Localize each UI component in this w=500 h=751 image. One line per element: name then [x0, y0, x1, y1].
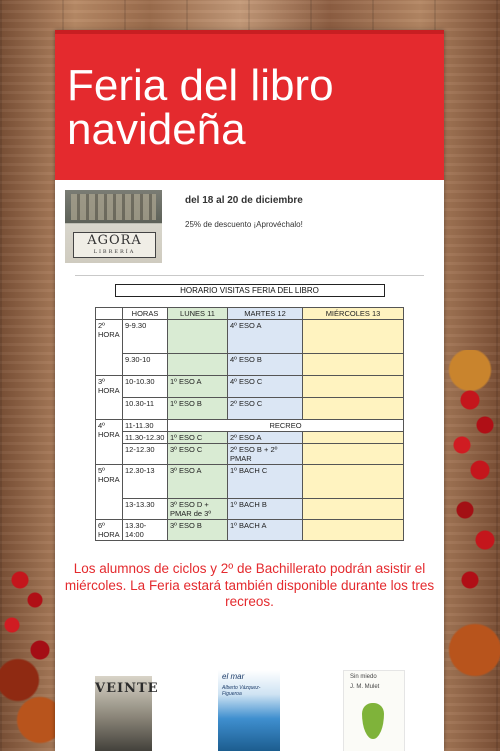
martes-cell: 4º ESO B: [228, 354, 303, 376]
martes-cell: 2º ESO C: [228, 398, 303, 420]
martes-cell: 2º ESO A: [228, 432, 303, 444]
lunes-cell: 1º ESO A: [168, 376, 228, 398]
table-row: [96, 444, 404, 465]
schedule-table: [95, 307, 404, 541]
miercoles-cell: [303, 432, 404, 444]
table-row: [96, 354, 404, 376]
bookstore-sign: AGORA LIBRERÍA: [73, 232, 156, 258]
book-title: el mar: [222, 672, 245, 681]
lunes-cell: 3º ESO D + PMAR de 3º: [168, 499, 228, 520]
divider: [75, 275, 424, 276]
period-label: 3º HORA: [96, 376, 123, 420]
lunes-cell: [168, 320, 228, 354]
book-title: Sin miedo: [350, 674, 377, 680]
table-row: [96, 520, 404, 541]
time-cell: 11-11.30: [123, 420, 168, 432]
decorative-berries-left: [0, 540, 60, 751]
table-row: [96, 376, 404, 398]
book-title: VEINTE: [95, 681, 159, 696]
martes-cell: 4º ESO A: [228, 320, 303, 354]
table-row: [96, 465, 404, 499]
table-row: [96, 499, 404, 520]
lunes-cell: 1º ESO C: [168, 432, 228, 444]
bookshelf-image: [71, 194, 156, 220]
lunes-cell: 3º ESO A: [168, 465, 228, 499]
time-cell: 10.30-11: [123, 398, 168, 420]
time-cell: 9.30-10: [123, 354, 168, 376]
period-label: 5º HORA: [96, 465, 123, 520]
table-row: [96, 320, 404, 354]
miercoles-cell: [303, 398, 404, 420]
attendance-note: Los alumnos de ciclos y 2º de Bachillerato podrán asistir el miércoles. La Feria estará también disponible durante los tres recreos.: [64, 561, 435, 609]
book-covers: [55, 670, 444, 751]
miercoles-cell: [303, 354, 404, 376]
martes-cell: 4º ESO C: [228, 376, 303, 398]
event-date: del 18 al 20 de diciembre: [185, 195, 303, 206]
event-info: [55, 180, 444, 275]
book-cover-veinte[interactable]: [95, 676, 159, 751]
time-cell: 10-10.30: [123, 376, 168, 398]
martes-cell: 1º BACH B: [228, 499, 303, 520]
flyer-card: [55, 30, 444, 751]
period-label: 6º HORA: [96, 520, 123, 541]
book-author: Alberto Vázquez-Figueroa: [222, 685, 261, 697]
lunes-cell: 3º ESO B: [168, 520, 228, 541]
miercoles-cell: [303, 444, 404, 465]
header-cell-martes: MARTES 12: [228, 308, 303, 320]
martes-cell: 1º BACH C: [228, 465, 303, 499]
lunes-cell: [168, 354, 228, 376]
header-banner: [55, 30, 444, 180]
header-cell-empty: [96, 308, 123, 320]
schedule-title: HORARIO VISITAS FERIA DEL LIBRO: [115, 284, 385, 297]
header-cell-lunes: LUNES 11: [168, 308, 228, 320]
page-title: Feria del libro navideña: [67, 61, 334, 154]
period-label: 4º HORA: [96, 420, 123, 465]
bookstore-thumbnail[interactable]: [65, 190, 162, 263]
miercoles-cell: [303, 499, 404, 520]
lunes-cell: 1º ESO B: [168, 398, 228, 420]
table-row: [96, 420, 404, 432]
table-row: [96, 432, 404, 444]
recreo-cell: RECREO: [168, 420, 404, 432]
table-header-row: [96, 308, 404, 320]
header-cell-miercoles: MIÉRCOLES 13: [303, 308, 404, 320]
time-cell: 12-12.30: [123, 444, 168, 465]
period-label: 2º HORA: [96, 320, 123, 376]
time-cell: 11.30-12.30: [123, 432, 168, 444]
table-row: [96, 398, 404, 420]
martes-cell: 1º BACH A: [228, 520, 303, 541]
time-cell: 13.30-14:00: [123, 520, 168, 541]
pear-icon: [362, 703, 384, 739]
miercoles-cell: [303, 376, 404, 398]
miercoles-cell: [303, 520, 404, 541]
miercoles-cell: [303, 320, 404, 354]
miercoles-cell: [303, 465, 404, 499]
decorative-berries-right: [440, 350, 500, 750]
header-cell-horas: HORAS: [123, 308, 168, 320]
time-cell: 9-9.30: [123, 320, 168, 354]
time-cell: 13-13.30: [123, 499, 168, 520]
book-cover-el-mar[interactable]: [218, 670, 280, 751]
book-cover-sin-miedo[interactable]: [343, 670, 405, 751]
time-cell: 12.30-13: [123, 465, 168, 499]
book-author: J. M. Mulet: [350, 684, 380, 690]
martes-cell: 2º ESO B + 2º PMAR: [228, 444, 303, 465]
lunes-cell: 3º ESO C: [168, 444, 228, 465]
discount-text: 25% de descuento ¡Aprovéchalo!: [185, 220, 303, 229]
